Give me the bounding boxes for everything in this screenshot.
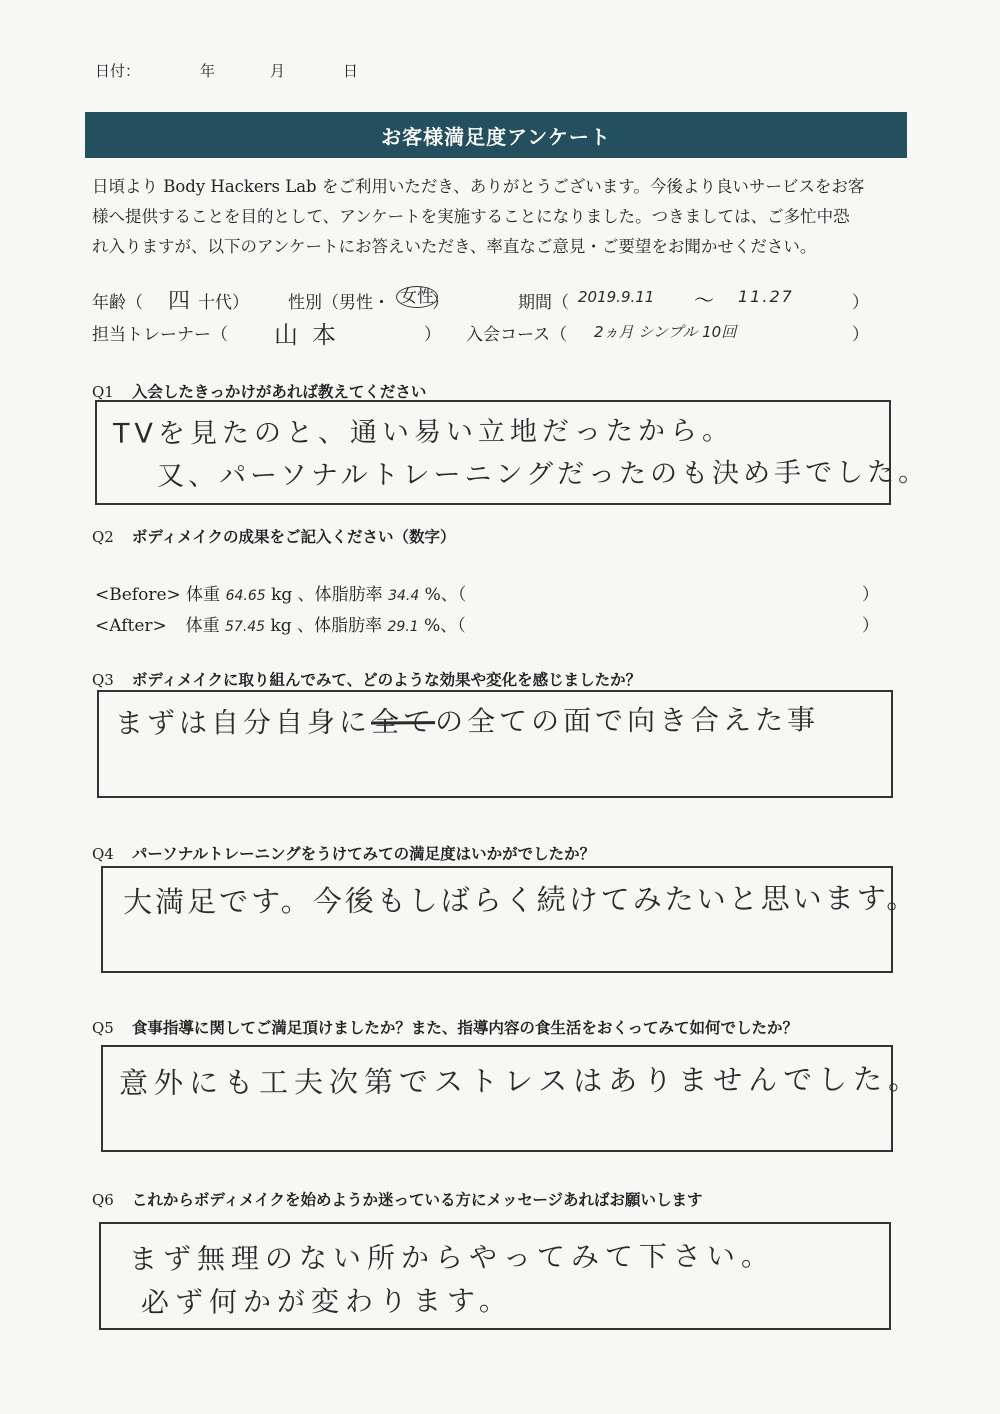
q4-number: Q4 [92,845,114,863]
date-month: 月 [270,62,286,80]
after-weight-label: 体重 [185,616,220,636]
before-fat-value: 34.4 [388,588,420,604]
q6-answer-line-2: 必ず何かが変わります。 [140,1284,513,1319]
before-label: <Before> [95,585,181,605]
before-weight-label: 体重 [186,585,221,605]
q4-answer-box [101,866,919,973]
q3-answer-part-b: の全ての面で向き合えた事 [434,703,820,739]
q6-number: Q6 [92,1191,114,1209]
before-close: ） [862,585,879,605]
before-row [95,580,466,605]
date-label: 日付： [95,62,141,80]
before-kg: kg [271,585,293,605]
q3-title [92,668,641,690]
q3-number: Q3 [92,671,114,689]
q5-question: 食事指導に関してご満足頂けましたか？また、指導内容の食生活をおくってみて如何でしたか？ [131,1019,799,1037]
after-pct: %、（ [424,616,466,636]
after-kg: kg [270,616,292,636]
period-start: 2019.9.11 [578,288,655,306]
period-close: ） [852,293,869,313]
date-year: 年 [200,62,216,80]
before-weight-value: 64.65 [225,588,266,604]
age-suffix: 十代） [198,293,249,313]
intro-line-2: 様へ提供することを目的として、アンケートを実施することになりました。つきましては、ご多忙中恐 [92,207,850,226]
trainer-close: ） [424,325,441,345]
age-label: 年齢（ [92,293,143,313]
q1-number: Q1 [92,383,114,401]
q5-number: Q5 [92,1019,114,1037]
q3-answer-box [97,690,893,798]
q2-number: Q2 [92,528,114,546]
period-separator: 〜 [694,288,714,312]
q3-answer-part-a: まずは自分自身に [114,705,372,740]
q1-answer-line-1: TVを見たのと、通い易い立地だったから。 [112,415,735,450]
q1-answer-box [95,400,930,505]
trainer-label: 担当トレーナー（ [92,325,228,345]
q4-question: パーソナルトレーニングをうけてみての満足度はいかがでしたか？ [131,845,596,863]
after-row [95,611,466,636]
course-value: 2ヵ月 シンプル 10回 [594,323,737,341]
q1-title [92,380,426,402]
q6-answer-box [99,1222,891,1330]
q4-title [92,842,595,864]
q3-question: ボディメイクに取り組んでみて、どのような効果や変化を感じましたか？ [131,671,642,689]
survey-title: お客様満足度アンケート [381,124,611,149]
after-fat-value: 29.1 [387,619,419,635]
q1-question: 入会したきっかけがあれば教えてください [131,383,427,401]
intro-line-3: れ入りますが、以下のアンケートにお答えいただき、率直なご意見・ご要望をお聞かせください。 [92,237,817,256]
gender-label: 性別（男性・ [288,293,390,313]
q4-answer: 大満足です。今後もしばらく続けてみたいと思います。 [122,880,919,920]
q3-answer-strikeout: 全て [370,705,436,739]
age-value: 四 [168,289,191,314]
q6-question: これからボディメイクを始めようか迷っている方にメッセージあればお願いします [131,1191,703,1209]
course-close: ） [852,325,869,345]
q5-answer: 意外にも工夫次第でストレスはありませんでした。 [118,1061,924,1101]
before-pct: %、（ [424,585,467,605]
period-end: 11.27 [738,287,794,306]
period-label: 期間（ [518,293,569,313]
after-weight-value: 57.45 [225,619,266,635]
gender-female: 女性 [396,286,438,308]
trainer-value: 山本 [274,321,350,349]
q2-title [92,525,456,547]
q6-title [92,1188,703,1210]
q1-answer-line-2: 又、パーソナルトレーニングだったのも決め手でした。 [156,456,930,493]
date-day: 日 [343,62,359,80]
before-fat-label: 、体脂肪率 [297,585,383,605]
survey-title-bar [85,112,907,158]
after-close: ） [862,616,879,636]
course-label: 入会コース（ [466,325,568,345]
q6-answer-line-1: まず無理のない所からやってみて下さい。 [128,1239,776,1276]
after-label: <After> [95,616,167,636]
q5-title [92,1016,798,1038]
intro-line-1: 日頃より Body Hackers Lab をご利用いただき、ありがとうございます。今後より良いサービスをお客 [92,177,865,196]
after-fat-label: 、体脂肪率 [297,616,383,636]
q5-answer-box [101,1045,924,1152]
q3-answer [115,698,819,742]
gender-close: ） [432,293,449,313]
q2-question: ボディメイクの成果をご記入ください（数字） [131,528,456,546]
